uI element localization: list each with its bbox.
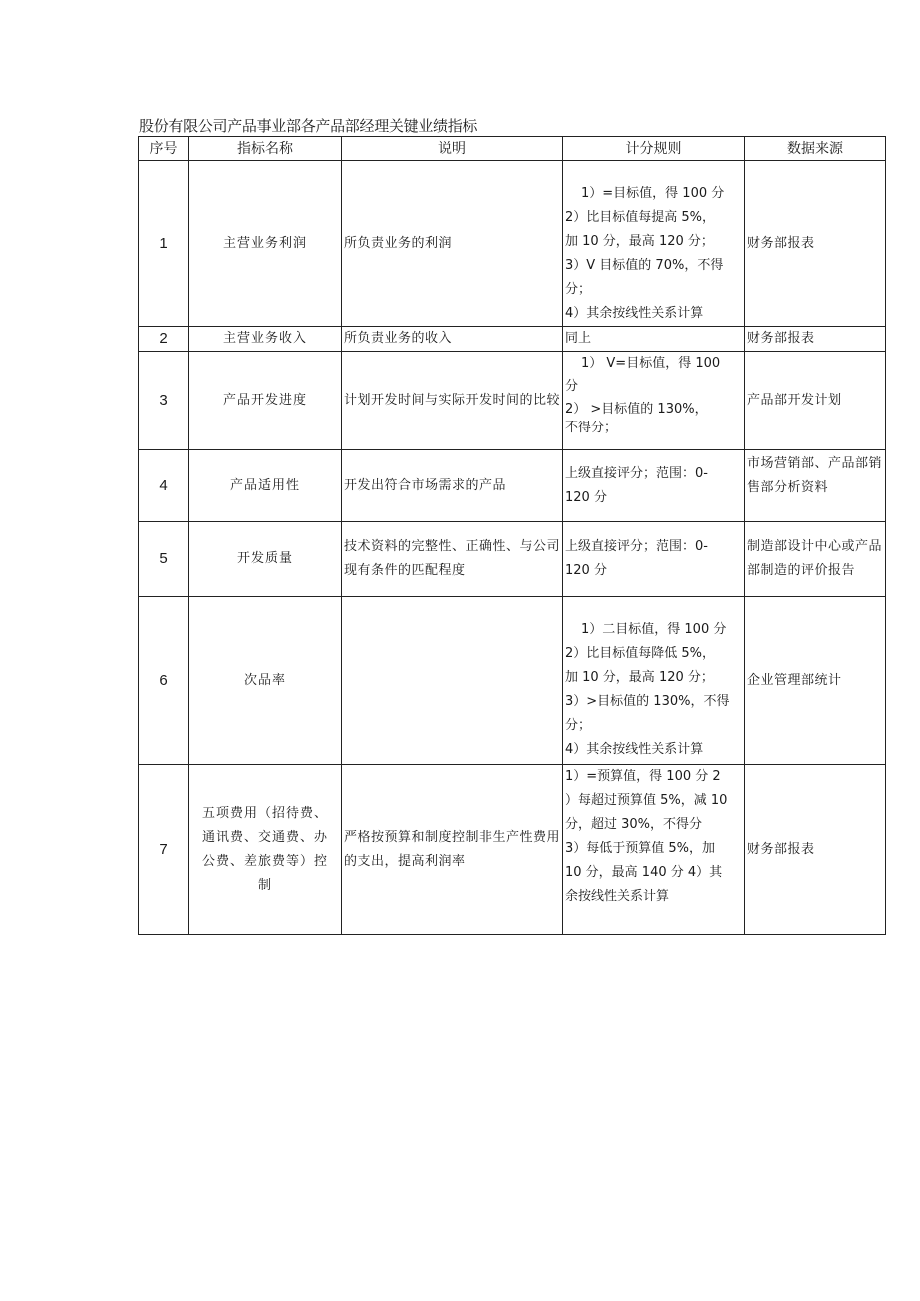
- row-source: 企业管理部统计: [745, 597, 886, 765]
- rule-line: 4）其余按线性关系计算: [565, 305, 704, 321]
- row-source: 产品部开发计划: [745, 352, 886, 450]
- row-source: 财务部报表: [745, 327, 886, 352]
- row-source: 制造部设计中心或产品部制造的评价报告: [745, 522, 886, 597]
- row-name: 开发质量: [189, 522, 342, 597]
- rule-line: 分；: [565, 717, 592, 733]
- header-name: 指标名称: [189, 137, 342, 161]
- rule-line: 分: [565, 379, 579, 394]
- rule-line: 上级直接评分；范围：0-: [565, 465, 708, 481]
- table-row: [139, 522, 886, 597]
- rule-line: 2）比目标值每提高 5%，: [565, 209, 716, 225]
- header-rule: 计分规则: [563, 137, 745, 161]
- header-desc: 说明: [342, 137, 563, 161]
- header-source: 数据来源: [745, 137, 886, 161]
- rule-line: 3）>目标值的 130%，不得: [565, 693, 730, 709]
- row-desc: 所负责业务的利润: [342, 161, 563, 327]
- row-desc: 所负责业务的收入: [342, 327, 563, 352]
- row-name: 主营业务收入: [189, 327, 342, 352]
- rule-line: 4）其余按线性关系计算: [565, 741, 704, 757]
- rule-line: 1） V=目标值，得 100: [581, 356, 721, 371]
- table-row: [139, 327, 886, 352]
- rule-line: 120 分: [565, 563, 607, 578]
- table-row: [139, 161, 886, 327]
- row-rule: [563, 327, 745, 352]
- rule-line: 分；: [565, 281, 592, 297]
- rule-line: 分，超过 30%，不得分: [565, 817, 703, 832]
- row-no: 5: [139, 522, 189, 597]
- row-name: 产品适用性: [189, 450, 342, 522]
- row-rule: [563, 450, 745, 522]
- row-source: 财务部报表: [745, 161, 886, 327]
- rule-line: 余按线性关系计算: [565, 889, 670, 904]
- rule-line: 1）=目标值，得 100 分: [581, 185, 725, 201]
- row-desc: 技术资料的完整性、正确性、与公司现有条件的匹配程度: [342, 522, 563, 597]
- header-row: [139, 137, 886, 161]
- rule-line: 10 分，最高 140 分 4）其: [565, 865, 723, 880]
- header-no: 序号: [139, 137, 189, 161]
- row-rule: [563, 161, 745, 327]
- row-no: 6: [139, 597, 189, 765]
- row-no: 3: [139, 352, 189, 450]
- rule-line: ）每超过预算值 5%，减 10: [565, 793, 728, 808]
- row-rule: [563, 522, 745, 597]
- row-source: 财务部报表: [745, 765, 886, 935]
- rule-line: 2） >目标值的 130%，: [565, 402, 708, 417]
- rule-line: 3）V 目标值的 70%，不得: [565, 257, 724, 273]
- row-no: 2: [139, 327, 189, 352]
- name-line: 五项费用（招待费、: [201, 805, 328, 821]
- rule-line: 1）二目标值，得 100 分: [581, 621, 727, 637]
- document-title: 股份有限公司产品事业部各产品部经理关键业绩指标: [139, 117, 478, 135]
- row-desc: 开发出符合市场需求的产品: [342, 450, 563, 522]
- row-no: 4: [139, 450, 189, 522]
- row-source: 市场营销部、产品部销售部分析资料: [745, 450, 886, 522]
- row-desc: 严格按预算和制度控制非生产性费用的支出，提高利润率: [342, 765, 563, 935]
- row-rule: [563, 352, 745, 450]
- row-no: 1: [139, 161, 189, 327]
- table-row: [139, 597, 886, 765]
- name-line: 通讯费、交通费、办: [201, 829, 328, 845]
- rule-line: 120 分: [565, 489, 607, 505]
- table-row: [139, 352, 886, 450]
- row-name: 产品开发进度: [189, 352, 342, 450]
- row-desc: 计划开发时间与实际开发时间的比较: [342, 352, 563, 450]
- name-line: 制: [257, 877, 272, 893]
- rule-line: 2）比目标值每降低 5%，: [565, 645, 716, 661]
- row-rule: [563, 597, 745, 765]
- row-rule: [563, 765, 745, 935]
- kpi-table: [138, 136, 886, 935]
- table-row: [139, 450, 886, 522]
- rule-line: 加 10 分，最高 120 分；: [565, 233, 714, 249]
- rule-line: 3）每低于预算值 5%，加: [565, 841, 716, 856]
- row-no: 7: [139, 765, 189, 935]
- row-name: 次品率: [189, 597, 342, 765]
- row-name: [189, 765, 342, 935]
- rule-line: 上级直接评分；范围：0-: [565, 539, 708, 554]
- table-row: [139, 765, 886, 935]
- rule-line: 同上: [565, 331, 592, 346]
- rule-line: 加 10 分，最高 120 分；: [565, 669, 714, 685]
- rule-line: 1）=预算值，得 100 分 2: [565, 769, 721, 784]
- row-desc: [342, 597, 563, 765]
- row-name: 主营业务利润: [189, 161, 342, 327]
- name-line: 公费、差旅费等）控: [201, 853, 328, 869]
- rule-line: 不得分；: [565, 421, 618, 433]
